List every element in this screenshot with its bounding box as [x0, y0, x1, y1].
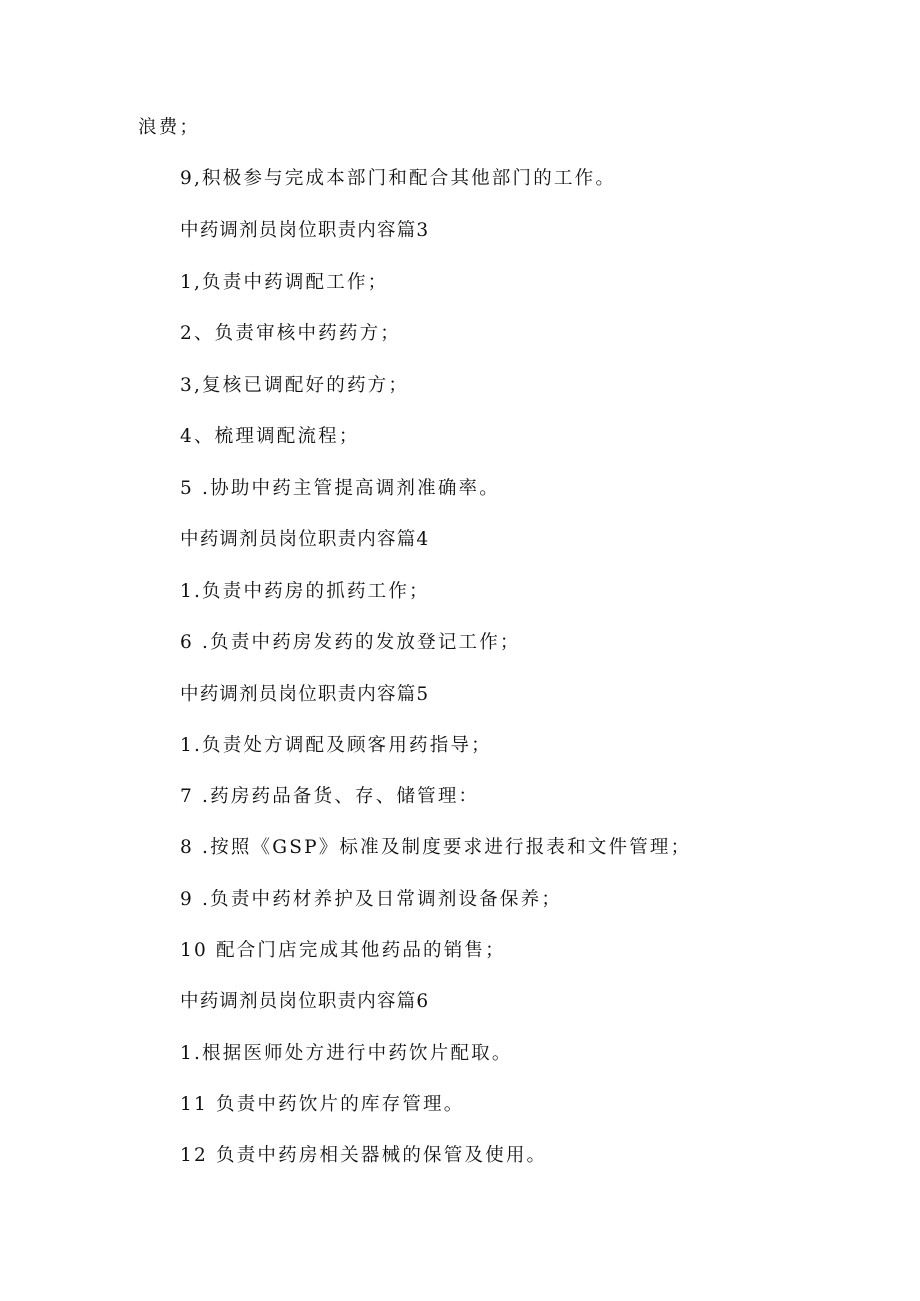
text-line: 9,积极参与完成本部门和配合其他部门的工作。: [180, 168, 617, 189]
text-line: 2、负责审核中药药方；: [180, 323, 401, 344]
section-heading: 中药调剂员岗位职责内容篇5: [180, 684, 430, 705]
text-line: 10 配合门店完成其他药品的销售；: [180, 940, 506, 961]
text-line: 4、梳理调配流程；: [180, 426, 360, 447]
text-line: 8 .按照《GSP》标准及制度要求进行报表和文件管理；: [180, 837, 692, 858]
text-line: 1.负责处方调配及顾客用药指导；: [180, 735, 492, 756]
text-line: 11 负责中药饮片的库存管理。: [180, 1094, 465, 1115]
text-line: 1.负责中药房的抓药工作；: [180, 581, 430, 602]
section-heading: 中药调剂员岗位职责内容篇3: [180, 220, 430, 241]
text-line: 1,负责中药调配工作；: [180, 272, 389, 293]
text-line: 12 负责中药房相关器械的保管及使用。: [180, 1145, 548, 1166]
section-heading: 中药调剂员岗位职责内容篇6: [180, 991, 430, 1012]
text-line: 7 .药房药品备货、存、储管理：: [180, 786, 480, 807]
text-line: 浪费；: [138, 117, 201, 138]
section-heading: 中药调剂员岗位职责内容篇4: [180, 529, 430, 550]
text-line: 6 .负责中药房发药的发放登记工作；: [180, 632, 521, 653]
text-line: 5 .协助中药主管提高调剂准确率。: [180, 478, 500, 499]
text-line: 9 .负责中药材养护及日常调剂设备保养；: [180, 889, 563, 910]
text-line: 1.根据医师处方进行中药饮片配取。: [180, 1043, 513, 1064]
text-line: 3,复核已调配好的药方；: [180, 375, 410, 396]
